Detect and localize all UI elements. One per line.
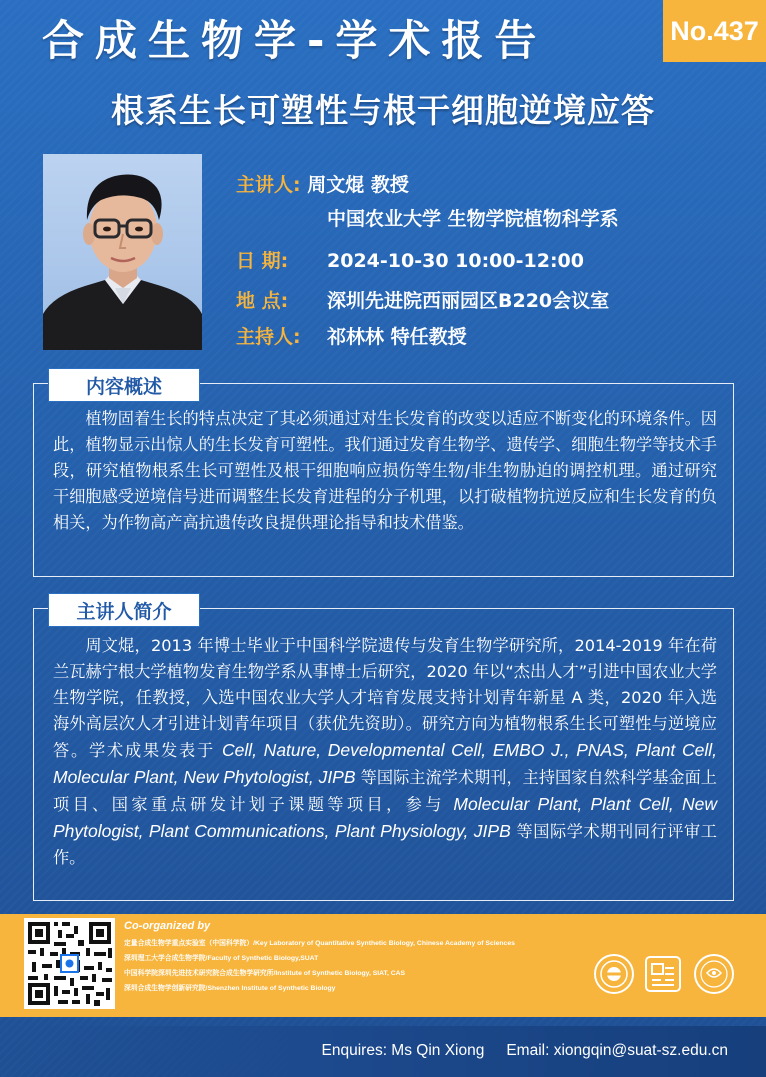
enquiry-contact: Enquires: Ms Qin Xiong [321, 1042, 485, 1059]
location-row [236, 286, 609, 313]
date-row [236, 246, 584, 273]
talk-title: 根系生长可塑性与根干细胞逆境应答 [111, 91, 655, 130]
bio-text-part1: 周文焜，2013 年博士毕业于中国科学院遗传与发育生物学研究所，2014-2019 年在荷兰瓦赫宁根大学植物发育生物学系从事博士后研究，2020 年以“杰出人才”引进中国农业大学生物学院，任教授，入选中国农业大学人才培育发展支持计划青年新星 A 类，2020 年入选海外高层次人才引进计划青年项目（获优先资助）。研究方向为植物根系生长可塑性与逆境应答。学术成果发表于 [53, 636, 717, 760]
bio-text-part3: 等国际学术期刊同行评审工作。 [53, 822, 717, 867]
host-value: 祁林林 特任教授 [327, 326, 467, 348]
co-organizer-line: 深圳合成生物学创新研究院/Shenzhen Institute of Synthetic Biology [124, 985, 336, 992]
speaker-name: 周文焜 教授 [307, 174, 409, 196]
abstract-text: 植物固着生长的特点决定了其必须通过对生长发育的改变以适应不断变化的环境条件。因此，植物显示出惊人的生长发育可塑性。我们通过发育生物学、遗传学、细胞生物学等技术手段，研究植物根系生长可塑性及根干细胞响应损伤等生物/非生物胁迫的调控机理。通过研究干细胞感受逆境信号进而调整生长发育进程的分子机理，以打破植物抗逆反应和生长发育的负相关，为作物高产高抗遗传改良提供理论指导和技术借鉴。 [53, 409, 717, 532]
co-organizer-line: 定量合成生物学重点实验室（中国科学院）/Key Laboratory of Quantitative Synthetic Biology, Chinese Academy of Sciences [124, 940, 515, 947]
bio-journals-published: Cell, Nature, Developmental Cell, EMBO J., PNAS, Plant Cell, Molecular Plant, New Phytologist, JIPB [53, 740, 717, 787]
speaker-row [236, 170, 409, 197]
bio-journals-reviewed: Molecular Plant, Plant Cell, New Phytologist, Plant Communications, Plant Physiology, JIPB [53, 794, 717, 841]
suat-logo [594, 954, 634, 994]
date-label: 日 期: [236, 250, 289, 272]
date-value: 2024-10-30 10:00-12:00 [327, 250, 584, 272]
enquiry-text [300, 1042, 728, 1060]
location-value: 深圳先进院西丽园区B220会议室 [327, 290, 610, 312]
bio-text-part2: 等国际主流学术期刊，主持国家自然科学基金面上项目、国家重点研发计划子课题等项目，参与 [53, 768, 717, 814]
enquiry-email[interactable]: Email: xiongqin@suat-sz.edu.cn [506, 1042, 728, 1059]
suat-logo-icon [596, 956, 632, 992]
affiliation-row [327, 204, 619, 231]
co-organizer-line: 中国科学院深圳先进技术研究院合成生物学研究所/Institute of Synthetic Biology, SIAT, CAS [124, 970, 406, 977]
bio-heading: 主讲人简介 [48, 593, 200, 627]
co-organizers-heading: Co-organized by [124, 920, 211, 932]
issue-number-badge: No.437 [663, 0, 766, 62]
series-title: 合成生物学-学术报告 [42, 16, 548, 65]
siat-logo [643, 954, 683, 994]
bio-text [53, 633, 717, 871]
location-label: 地 点: [236, 290, 289, 312]
abstract-section [33, 375, 734, 577]
speaker-photo [43, 154, 202, 350]
siat-logo-icon [643, 954, 683, 994]
isynbio-logo [694, 954, 734, 994]
enquiry-bar [0, 1026, 766, 1077]
qr-code-icon[interactable] [24, 918, 115, 1009]
co-organizer-line: 深圳理工大学合成生物学院/Faculty of Synthetic Biology,SUAT [124, 955, 319, 962]
co-organizers [124, 920, 515, 992]
speaker-portrait-image [43, 154, 202, 350]
host-row [236, 322, 467, 349]
speaker-label: 主讲人: [236, 174, 301, 196]
qr-code-image [24, 918, 115, 1009]
bio-section [33, 600, 734, 901]
abstract-heading: 内容概述 [48, 368, 200, 402]
header-bar [0, 0, 766, 72]
speaker-affiliation: 中国农业大学 生物学院植物科学系 [327, 208, 619, 230]
isynbio-logo-icon [696, 956, 732, 992]
host-label: 主持人: [236, 326, 301, 348]
